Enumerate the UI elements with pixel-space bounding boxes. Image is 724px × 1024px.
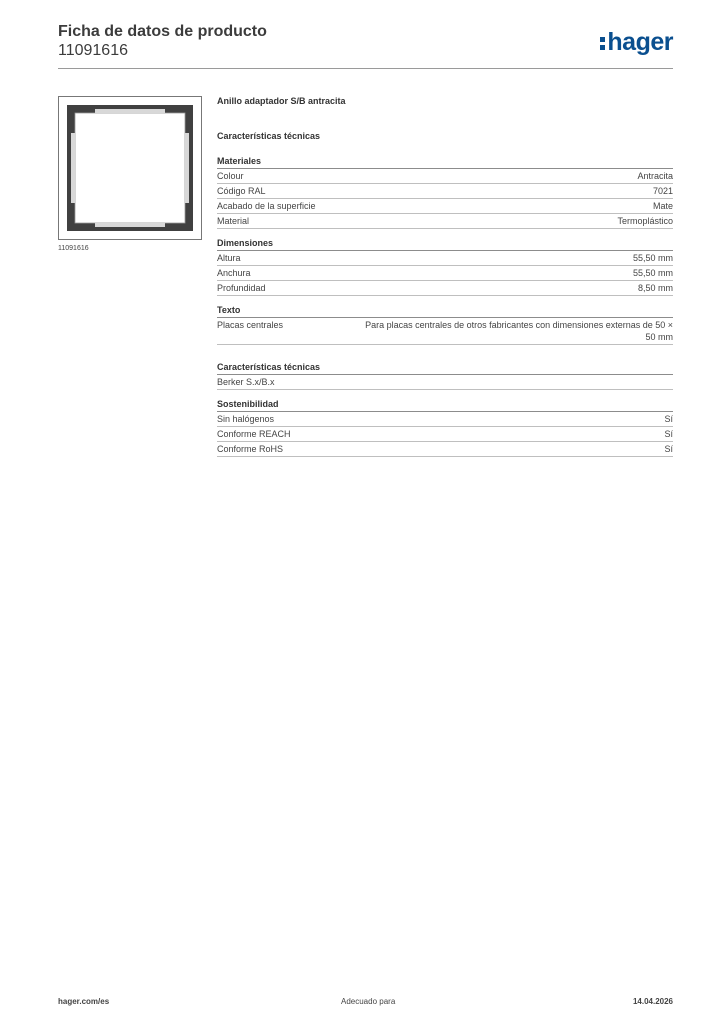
row-key: Material — [217, 216, 250, 226]
table-row — [217, 199, 673, 214]
product-name: Anillo adaptador S/B antracita — [217, 96, 346, 106]
table-row — [217, 318, 673, 345]
product-code: 11091616 — [58, 42, 128, 59]
row-key: Código RAL — [217, 186, 266, 196]
table-row — [217, 442, 673, 457]
section-materiales — [217, 155, 673, 229]
row-key: Anchura — [217, 268, 251, 278]
row-value: Para placas centrales de otros fabricantes con dimensiones externas de 50 × 50 mm — [365, 320, 673, 342]
row-key: Conforme REACH — [217, 429, 291, 439]
row-value: 55,50 mm — [632, 268, 673, 278]
logo-dots-icon — [600, 34, 605, 50]
footer-date: 14.04.2026 — [632, 997, 673, 1006]
frame-icon — [59, 97, 201, 239]
section-sostenibilidad — [217, 398, 673, 457]
header-divider — [58, 68, 673, 69]
image-caption: 11091616 — [58, 245, 89, 252]
page-header — [58, 22, 673, 60]
footer-center-text: Adecuado para — [341, 997, 396, 1006]
row-key: Acabado de la superficie — [217, 201, 316, 211]
row-key: Sin halógenos — [217, 414, 275, 424]
row-value: Termoplástico — [617, 216, 673, 226]
row-key: Profundidad — [217, 283, 266, 293]
row-value: 55,50 mm — [632, 253, 673, 263]
row-value: 8,50 mm — [637, 283, 673, 293]
section-title: Sostenibilidad — [217, 398, 673, 412]
section-title: Dimensiones — [217, 237, 673, 251]
product-image — [58, 96, 202, 240]
row-key: Altura — [217, 253, 241, 263]
section-caracteristicas — [217, 361, 673, 390]
row-key: Placas centrales — [217, 320, 284, 330]
table-row — [217, 281, 673, 296]
table-row — [217, 412, 673, 427]
characteristics-heading: Características técnicas — [217, 131, 321, 141]
row-key: Berker S.x/B.x — [217, 377, 275, 387]
logo-text: hager — [607, 28, 673, 56]
table-row — [217, 375, 673, 390]
row-value: Mate — [652, 201, 673, 211]
hager-logo — [600, 28, 673, 57]
table-row — [217, 251, 673, 266]
section-dimensiones — [217, 237, 673, 296]
row-key: Colour — [217, 171, 244, 181]
row-value: 7021 — [652, 186, 673, 196]
document-title: Ficha de datos de producto — [58, 23, 267, 40]
product-details — [217, 96, 673, 465]
table-row — [217, 169, 673, 184]
table-row — [217, 427, 673, 442]
row-value: Sí — [664, 429, 673, 439]
section-title: Características técnicas — [217, 361, 673, 375]
section-texto — [217, 304, 673, 345]
row-key: Conforme RoHS — [217, 444, 284, 454]
footer-website: hager.com/es — [58, 997, 110, 1006]
section-title: Materiales — [217, 155, 673, 169]
table-row — [217, 214, 673, 229]
table-row — [217, 184, 673, 199]
section-title: Texto — [217, 304, 673, 318]
table-row — [217, 266, 673, 281]
row-value: Sí — [664, 414, 673, 424]
row-value: Antracita — [637, 171, 673, 181]
row-value: Sí — [664, 444, 673, 454]
